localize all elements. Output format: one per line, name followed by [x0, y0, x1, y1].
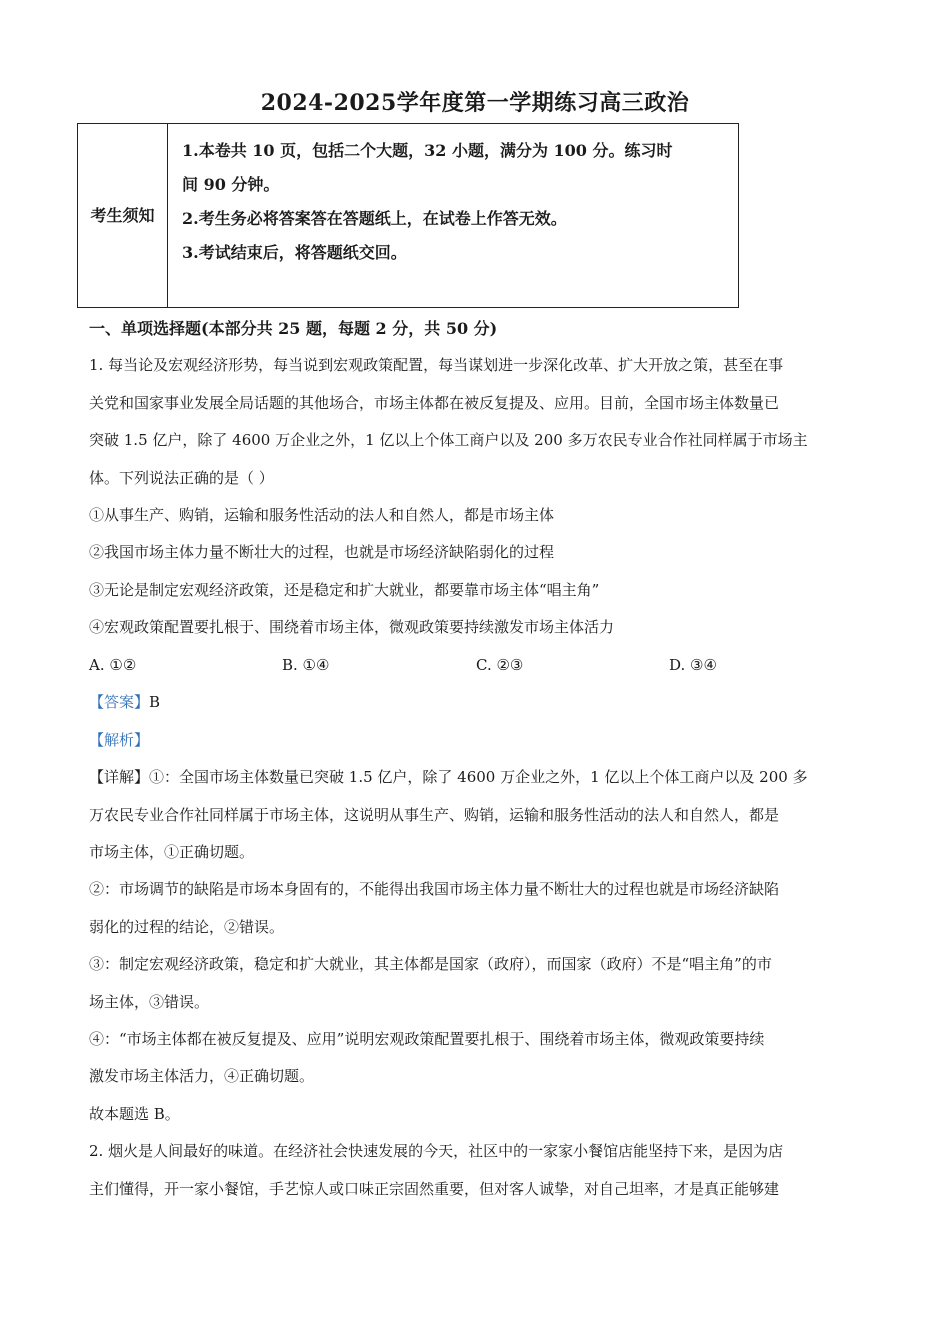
section-heading: 一、单项选择题(本部分共 25 题，每题 2 分，共 50 分) [89, 319, 498, 338]
q1-option-d: D. ③④ [669, 656, 717, 674]
notice-item: 1.本卷共 10 页，包括二个大题，32 小题，满分为 100 分。练习时 [182, 141, 673, 160]
answer-value: B [149, 693, 161, 711]
analysis-label: 【解析】 [89, 731, 150, 749]
q1-stem-line: 体。下列说法正确的是（ ） [89, 469, 274, 487]
q1-stem-line: 关党和国家事业发展全局话题的其他场合，市场主体都在被反复提及、应用。目前，全国市场主体数量已 [89, 394, 780, 412]
q1-explanation-line: 弱化的过程的结论，②错误。 [89, 918, 285, 936]
answer-label: 【答案】 [89, 693, 150, 711]
notice-items [168, 124, 738, 307]
q1-explanation-line: 万农民专业合作社同样属于市场主体，这说明从事生产、购销，运输和服务性活动的法人和自然人，都是 [89, 806, 780, 824]
q1-statement: ①从事生产、购销，运输和服务性活动的法人和自然人，都是市场主体 [89, 506, 555, 524]
notice-label: 考生须知 [78, 124, 168, 307]
page-title: 2024-2025学年度第一学期练习高三政治 [260, 90, 690, 116]
q1-conclusion: 故本题选 B。 [89, 1105, 180, 1123]
q1-answer [89, 692, 160, 712]
q1-explanation-line: 激发市场主体活力，④正确切题。 [89, 1067, 315, 1085]
q1-option-a: A. ①② [89, 656, 137, 674]
q1-explanation-line: 场主体，③错误。 [89, 993, 210, 1011]
q1-option-b: B. ①④ [282, 656, 330, 674]
notice-item: 3.考试结束后，将答题纸交回。 [182, 243, 407, 262]
q1-statement: ②我国市场主体力量不断壮大的过程，也就是市场经济缺陷弱化的过程 [89, 543, 555, 561]
q1-statement: ③无论是制定宏观经济政策，还是稳定和扩大就业，都要靠市场主体“唱主角” [89, 581, 600, 599]
q1-option-c: C. ②③ [476, 656, 524, 674]
q2-stem-line: 主们懂得，开一家小餐馆，手艺惊人或口味正宗固然重要，但对客人诚挚，对自己坦率，才是真正能够建 [89, 1180, 780, 1198]
q1-explanation-line: 【详解】①：全国市场主体数量已突破 1.5 亿户，除了 4600 万企业之外，1 亿以上个体工商户以及 200 多 [89, 768, 808, 786]
q1-explanation-line: ②：市场调节的缺陷是市场本身固有的，不能得出我国市场主体力量不断壮大的过程也就是市场经济缺陷 [89, 880, 780, 898]
notice-item: 2.考生务必将答案答在答题纸上，在试卷上作答无效。 [182, 209, 567, 228]
q1-explanation-line: 市场主体，①正确切题。 [89, 843, 255, 861]
q2-stem-line: 2. 烟火是人间最好的味道。在经济社会快速发展的今天，社区中的一家家小餐馆店能坚持下来，是因为店 [89, 1142, 784, 1160]
q1-statement: ④宏观政策配置要扎根于、围绕着市场主体，微观政策要持续激发市场主体活力 [89, 618, 615, 636]
notice-box [77, 123, 739, 308]
q1-explanation-line: ③：制定宏观经济政策，稳定和扩大就业，其主体都是国家（政府），而国家（政府）不是“唱主角”的市 [89, 955, 772, 973]
q1-explanation-line: ④：“市场主体都在被反复提及、应用”说明宏观政策配置要扎根于、围绕着市场主体，微观政策要持续 [89, 1030, 765, 1048]
q1-stem-line: 突破 1.5 亿户，除了 4600 万企业之外，1 亿以上个体工商户以及 200 多万农民专业合作社同样属于市场主 [89, 431, 808, 449]
q1-stem-line: 1. 每当论及宏观经济形势，每当说到宏观政策配置，每当谋划进一步深化改革、扩大开放之策，甚至在事 [89, 356, 784, 374]
notice-item: 间 90 分钟。 [182, 175, 280, 194]
